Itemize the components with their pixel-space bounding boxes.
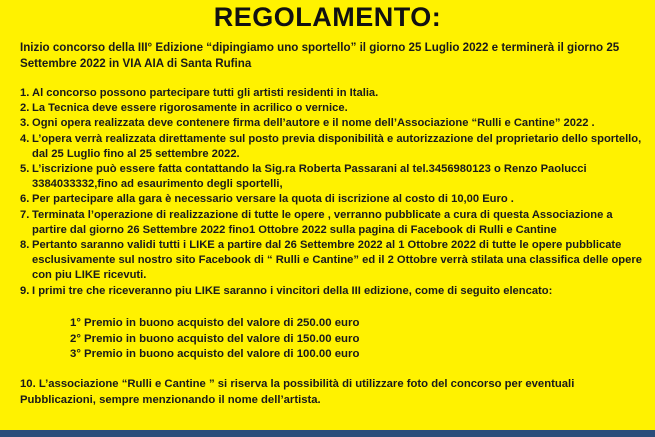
rule-item — [20, 238, 645, 284]
rule-number: 5. — [20, 163, 30, 176]
intro-paragraph: Inizio concorso della III° Edizione “dipingiamo uno sportello” il giorno 25 Luglio 2022 e terminerà il giorno 25 Settembre 2022 in VIA AIA di Santa Rufina — [20, 41, 620, 70]
rule-item — [20, 116, 645, 131]
rule-number: 7. — [20, 208, 30, 221]
rule-number: 2. — [20, 102, 30, 115]
rule-text: Al concorso possono partecipare tutti gli artisti residenti in Italia. — [32, 87, 379, 99]
rule-item — [20, 192, 645, 207]
prize-item: 3° Premio in buono acquisto del valore di 100.00 euro — [70, 348, 360, 360]
rule-number: 6. — [20, 193, 30, 206]
rule-text: Ogni opera realizzata deve contenere firma dell’autore e il nome dell’Associazione “Rulli e Cantine” 2022 . — [32, 117, 595, 130]
rule-number: 9. — [20, 284, 30, 297]
bottom-bar — [0, 430, 655, 437]
rule-text: L’iscrizione può essere fatta contattando la Sig.ra Roberta Passarani al tel.3456980123 o Renzo Paolucci 3384033332,fino ad esaurimento degli sportelli, — [32, 163, 587, 191]
rule-item — [20, 284, 645, 299]
rule-item — [20, 208, 645, 238]
rule-item — [20, 101, 645, 116]
rule-number: 8. — [20, 239, 30, 252]
rule-item — [20, 132, 645, 162]
prize-item: 2° Premio in buono acquisto del valore di 150.00 euro — [70, 332, 360, 345]
rule-item — [20, 86, 645, 101]
rule-number: 3. — [20, 117, 30, 130]
rule-text: Pertanto saranno validi tutti i LIKE a partire dal 26 Settembre 2022 al 1 Ottobre 2022 di tutte le opere pubblicate esclusivamente sul nostro sito Facebook di “ Rulli e Cantine” ed il 2 Ottobre verrà stilata una classifica delle opere con piu LIKE ricevuti. — [32, 239, 642, 282]
rule-text: Terminata l’operazione di realizzazione di tutte le opere , verranno pubblicate a cura di questa Associazione a partire dal giorno 26 Settembre 2022 fino1 Ottobre 2022 sulla pagina di Facebook di Rulli e Cantine — [32, 208, 613, 236]
rule-item — [20, 162, 645, 192]
rule-text: L’opera verrà realizzata direttamente sul posto previa disponibilità e autorizzazione del proprietario dello sportello, dal 25 Luglio fino al 25 settembre 2022. — [32, 132, 642, 160]
rule-text: I primi tre che riceveranno piu LIKE saranno i vincitori della III edizione, come di seguito elencato: — [32, 284, 553, 297]
closing-paragraph: 10. L’associazione “Rulli e Cantine ” si riserva la possibilità di utilizzare foto del concorso per eventuali Pubblicazioni, sempre menzionando il nome dell’artista. — [20, 378, 575, 406]
rule-text: Per partecipare alla gara è necessario versare la quota di iscrizione al costo di 10,00 Euro . — [32, 193, 514, 206]
rule-number: 4. — [20, 132, 30, 145]
rule-number: 1. — [20, 87, 30, 99]
prizes-list — [70, 316, 359, 363]
page-title: REGOLAMENTO: — [213, 2, 442, 32]
rules-list — [20, 86, 645, 299]
rule-text: La Tecnica deve essere rigorosamente in acrilico o vernice. — [32, 102, 348, 115]
prize-item: 1° Premio in buono acquisto del valore di 250.00 euro — [70, 317, 360, 329]
